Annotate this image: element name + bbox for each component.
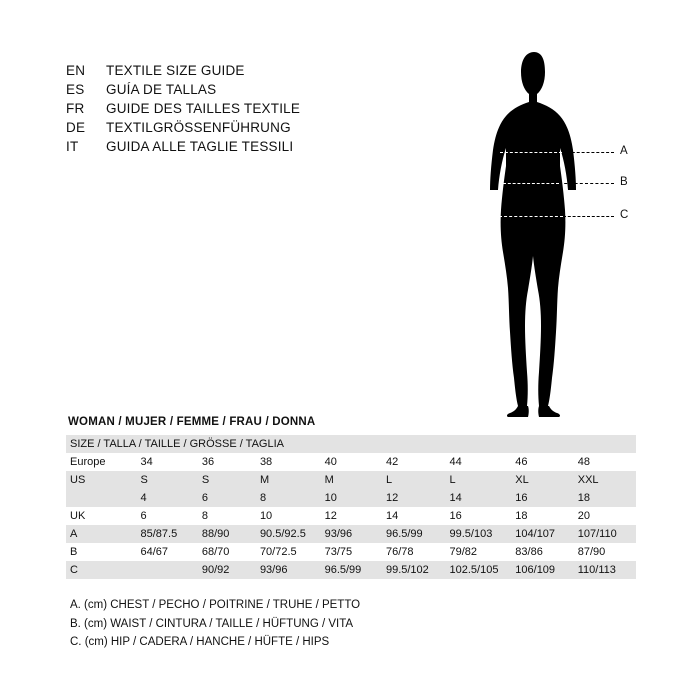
title-block [66, 63, 466, 158]
table-row [66, 543, 636, 561]
title-row-it [66, 139, 466, 158]
cell: XXL [574, 471, 636, 489]
cell: 6 [137, 507, 198, 525]
cell: 48 [574, 453, 636, 471]
title-text-en: TEXTILE SIZE GUIDE [106, 63, 245, 78]
row-label-us-numeric [66, 489, 137, 507]
cell: L [446, 471, 512, 489]
row-label-b: B [66, 543, 137, 561]
cell: 79/82 [446, 543, 512, 561]
language-code-de: DE [66, 120, 86, 135]
cell: 36 [198, 453, 256, 471]
measure-label-c: C [620, 209, 629, 221]
cell: 96.5/99 [382, 525, 446, 543]
row-label-us: US [66, 471, 137, 489]
cell: 76/78 [382, 543, 446, 561]
cell: 20 [574, 507, 636, 525]
legend-line-a: A. (cm) CHEST / PECHO / POITRINE / TRUHE / PETTO [70, 599, 361, 611]
measurement-legend [70, 596, 360, 652]
title-row-de [66, 120, 466, 139]
row-label-c: C [66, 561, 137, 579]
title-row-es [66, 82, 466, 101]
cell: 16 [446, 507, 512, 525]
title-row-en [66, 63, 466, 82]
measure-label-a: A [620, 145, 628, 157]
table-header-label: SIZE / TALLA / TAILLE / GRÖSSE / TAGLIA [66, 435, 636, 453]
cell: 90/92 [198, 561, 256, 579]
silhouette-graphic [470, 50, 650, 420]
cell: 34 [137, 453, 198, 471]
measure-line-b-body [503, 183, 559, 184]
language-code-en: EN [66, 63, 86, 78]
row-label-europe: Europe [66, 453, 137, 471]
cell: 42 [382, 453, 446, 471]
cell: 12 [321, 507, 382, 525]
cell: 96.5/99 [321, 561, 382, 579]
cell: 93/96 [321, 525, 382, 543]
cell: M [321, 471, 382, 489]
cell: 107/110 [574, 525, 636, 543]
measure-line-a-body [500, 152, 562, 153]
cell: 8 [256, 489, 321, 507]
legend-line-b: B. (cm) WAIST / CINTURA / TAILLE / HÜFTUNG / VITA [70, 617, 354, 630]
cell: 87/90 [574, 543, 636, 561]
row-label-uk: UK [66, 507, 137, 525]
legend-line-c: C. (cm) HIP / CADERA / HANCHE / HÜFTE / HIPS [70, 636, 330, 648]
cell: 38 [256, 453, 321, 471]
cell: 6 [198, 489, 256, 507]
cell: 106/109 [511, 561, 573, 579]
cell: 8 [198, 507, 256, 525]
language-code-es: ES [66, 82, 85, 97]
cell: 46 [511, 453, 573, 471]
cell: 64/67 [137, 543, 198, 561]
cell: 83/86 [511, 543, 573, 561]
cell: 73/75 [321, 543, 382, 561]
table-row [66, 453, 636, 471]
cell: 40 [321, 453, 382, 471]
cell: 16 [511, 489, 573, 507]
cell: 44 [446, 453, 512, 471]
title-text-de: TEXTILGRÖSSENFÜHRUNG [106, 120, 291, 135]
female-body-silhouette [470, 50, 650, 420]
language-code-fr: FR [66, 101, 85, 116]
table-row [66, 507, 636, 525]
table-row [66, 561, 636, 579]
row-label-a: A [66, 525, 137, 543]
cell: 18 [574, 489, 636, 507]
measure-line-c-body [499, 216, 563, 217]
cell: 18 [511, 507, 573, 525]
cell: 85/87.5 [137, 525, 198, 543]
table-header-row [66, 435, 636, 453]
cell: 110/113 [574, 561, 636, 579]
title-text-fr: GUIDE DES TAILLES TEXTILE [106, 101, 301, 116]
cell: 102.5/105 [446, 561, 512, 579]
cell: 10 [256, 507, 321, 525]
cell: 10 [321, 489, 382, 507]
language-code-it: IT [66, 139, 79, 154]
measure-label-b: B [620, 176, 628, 188]
size-table [66, 435, 636, 579]
title-text-it: GUIDA ALLE TAGLIE TESSILI [106, 139, 294, 154]
cell: XL [511, 471, 573, 489]
cell [137, 561, 198, 579]
cell: 88/90 [198, 525, 256, 543]
cell: 14 [446, 489, 512, 507]
measure-leader-b [559, 183, 614, 184]
cell: 14 [382, 507, 446, 525]
table-group-title: WOMAN / MUJER / FEMME / FRAU / DONNA [68, 416, 316, 428]
cell: 93/96 [256, 561, 321, 579]
size-table-section [66, 416, 636, 579]
cell: 4 [137, 489, 198, 507]
table-row [66, 489, 636, 507]
title-row-fr [66, 101, 466, 120]
table-row [66, 525, 636, 543]
title-text-es: GUÍA DE TALLAS [106, 82, 217, 97]
cell: 12 [382, 489, 446, 507]
cell: 90.5/92.5 [256, 525, 321, 543]
cell: 68/70 [198, 543, 256, 561]
cell: 99.5/103 [446, 525, 512, 543]
table-row [66, 471, 636, 489]
cell: M [256, 471, 321, 489]
cell: L [382, 471, 446, 489]
measure-leader-c [563, 216, 614, 217]
cell: 104/107 [511, 525, 573, 543]
cell: 99.5/102 [382, 561, 446, 579]
measure-leader-a [562, 152, 614, 153]
cell: S [137, 471, 198, 489]
cell: S [198, 471, 256, 489]
cell: 70/72.5 [256, 543, 321, 561]
